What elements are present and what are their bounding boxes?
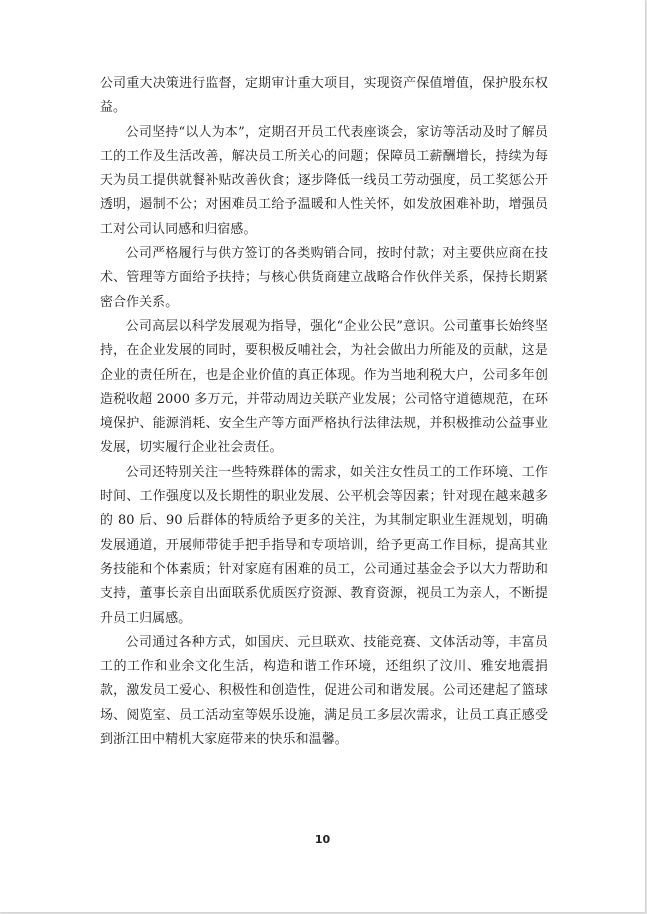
paragraph-special-groups: 公司还特别关注一些特殊群体的需求，如关注女性员工的工作环境、工作时间、工作强度以及长期性的职业发展、公平机会等因素；针对现在越来越多的 80 后、90 后群体的特质给予更多的关注，为其制定职业生涯规划，明确发展通道，开展师带徒手把手指导和专项培训，给予更高工作目标，提高其业务技能和个体素质；针对家庭有困难的员工，公司通过基金会予以大力帮助和支持，董事长亲自出面联系优质医疗资源、教育资源，视员工为亲人，不断提升员工归属感。 — [100, 464, 548, 626]
page-number: 10 — [314, 833, 331, 846]
paragraph-shareholder-oversight: 公司重大决策进行监督，定期审计重大项目，实现资产保值增值，保护股东权益。 — [100, 76, 548, 116]
paragraph-suppliers: 公司严格履行与供方签订的各类购销合同，按时付款；对主要供应商在技术、管理等方面给予扶持；与核心供货商建立战略合作伙伴关系，保持长期紧密合作关系。 — [100, 246, 548, 310]
paragraph-culture-activities: 公司通过各种方式，如国庆、元旦联欢、技能竞赛、文体活动等，丰富员工的工作和业余文化生活，构造和谐工作环境，还组织了汶川、雅安地震捐款，激发员工爱心、积极性和创造性，促进公司和谐发展。公司还建起了篮球场、阅览室、员工活动室等娱乐设施，满足员工多层次需求，让员工真正感受到浙江田中精机大家庭带来的快乐和温馨。 — [100, 634, 548, 748]
body-text — [100, 72, 548, 752]
paragraph-corporate-citizenship: 公司高层以科学发展观为指导，强化“企业公民”意识。公司董事长始终坚持，在企业发展的同时，要积极反哺社会，为社会做出力所能及的贡献，这是企业的责任所在，也是企业价值的真正体现。作为当地利税大户，公司多年创造税收超 2000 多万元，并带动周边关联产业发展；公司恪守道德规范，在环境保护、能源消耗、安全生产等方面严格执行法律法规，并积极推动公益事业发展，切实履行企业社会责任。 — [100, 318, 548, 456]
paragraph-employees: 公司坚持“以人为本”，定期召开员工代表座谈会，家访等活动及时了解员工的工作及生活改善，解决员工所关心的问题；保障员工薪酬增长，持续为每天为员工提供就餐补贴改善伙食；逐步降低一线员工劳动强度，员工奖惩公开透明，遏制不公；对困难员工给予温暖和人性关怀，如发放困难补助，增强员工对公司认同感和归宿感。 — [100, 124, 548, 237]
